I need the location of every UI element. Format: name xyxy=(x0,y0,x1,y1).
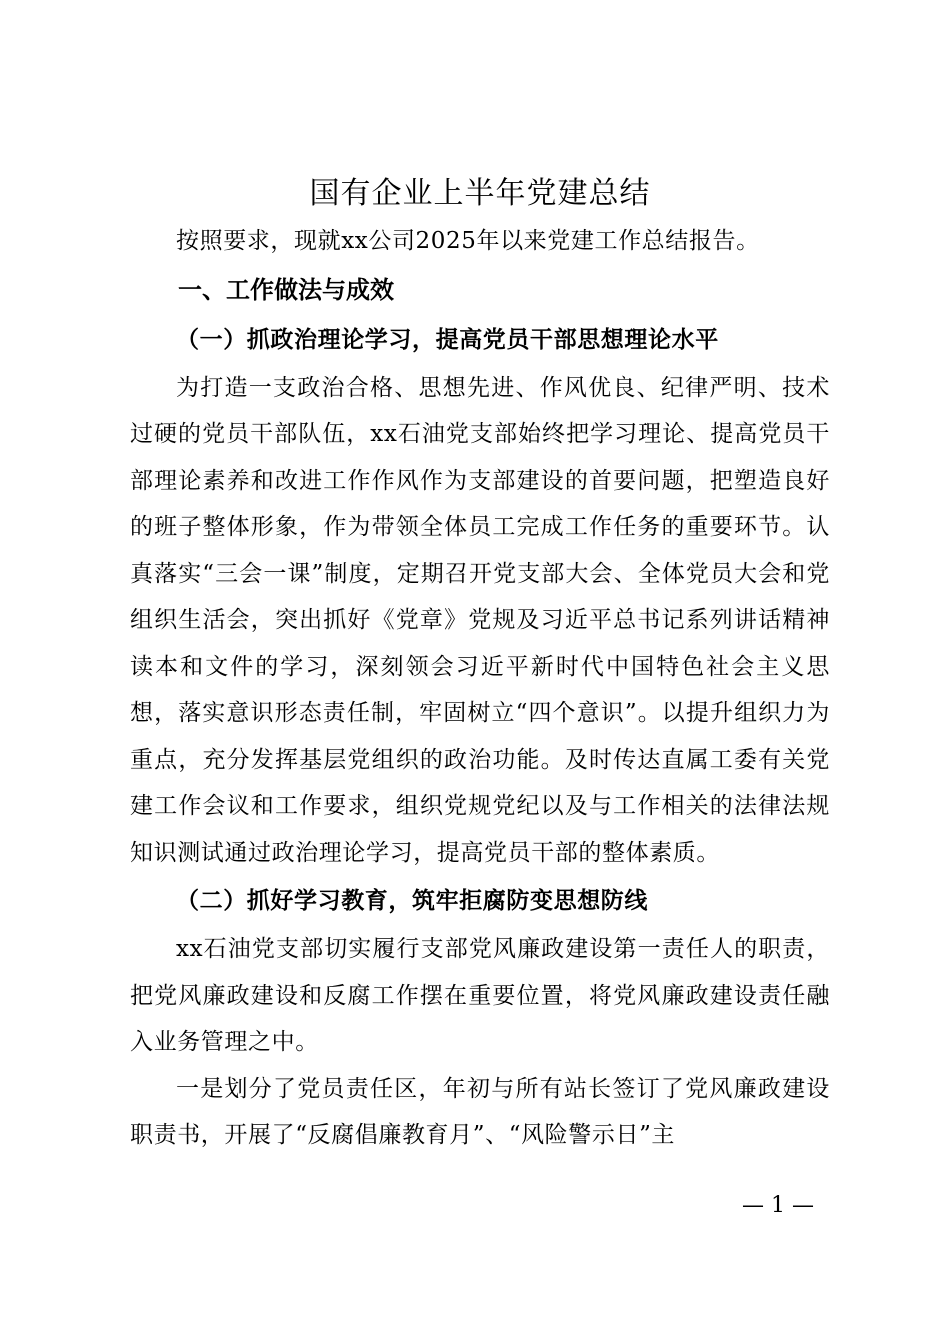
intro-paragraph: 按照要求，现就xx公司2025年以来党建工作总结报告。 xyxy=(176,228,760,254)
section-heading-1: 一、工作做法与成效 xyxy=(178,275,394,304)
subsection-2-paragraph: xx石油党支部切实履行支部党风廉政建设第一责任人的职责，把党风廉政建设和反腐工作摆在重要位置，将党风廉政建设责任融入业务管理之中。 xyxy=(130,936,830,1055)
subsection-heading-2: （二）抓好学习教育，筑牢拒腐防变思想防线 xyxy=(176,887,648,914)
document-title: 国有企业上半年党建总结 xyxy=(309,176,651,211)
subsection-heading-1: （一）抓政治理论学习，提高党员干部思想理论水平 xyxy=(176,325,719,353)
subsection-2-paragraph-2: 一是划分了党员责任区，年初与所有站长签订了党风廉政建设职责书，开展了“反腐倡廉教育月”、“风险警示日”主 xyxy=(130,1075,830,1148)
subsection-1-paragraph: 为打造一支政治合格、思想先进、作风优良、纪律严明、技术过硬的党员干部队伍，xx石油党支部始终把学习理论、提高党员干部理论素养和改进工作作风作为支部建设的首要问题，把塑造良好的班子整体形象，作为带领全体员工完成工作任务的重要环节。认真落实“三会一课”制度，定期召开党支部大会、全体党员大会和党组织生活会，突出抓好《党章》党规及习近平总书记系列讲话精神读本和文件的学习，深刻领会习近平新时代中国特色社会主义思想，落实意识形态责任制，牢固树立“四个意识”。以提升组织力为重点，充分发挥基层党组织的政治功能。及时传达直属工委有关党建工作会议和工作要求，组织党规党纪以及与工作相关的法律法规知识测试通过政治理论学习，提高党员干部的整体素质。 xyxy=(130,374,830,866)
page-number: — 1 — xyxy=(742,1193,814,1218)
document-body xyxy=(130,170,830,1159)
